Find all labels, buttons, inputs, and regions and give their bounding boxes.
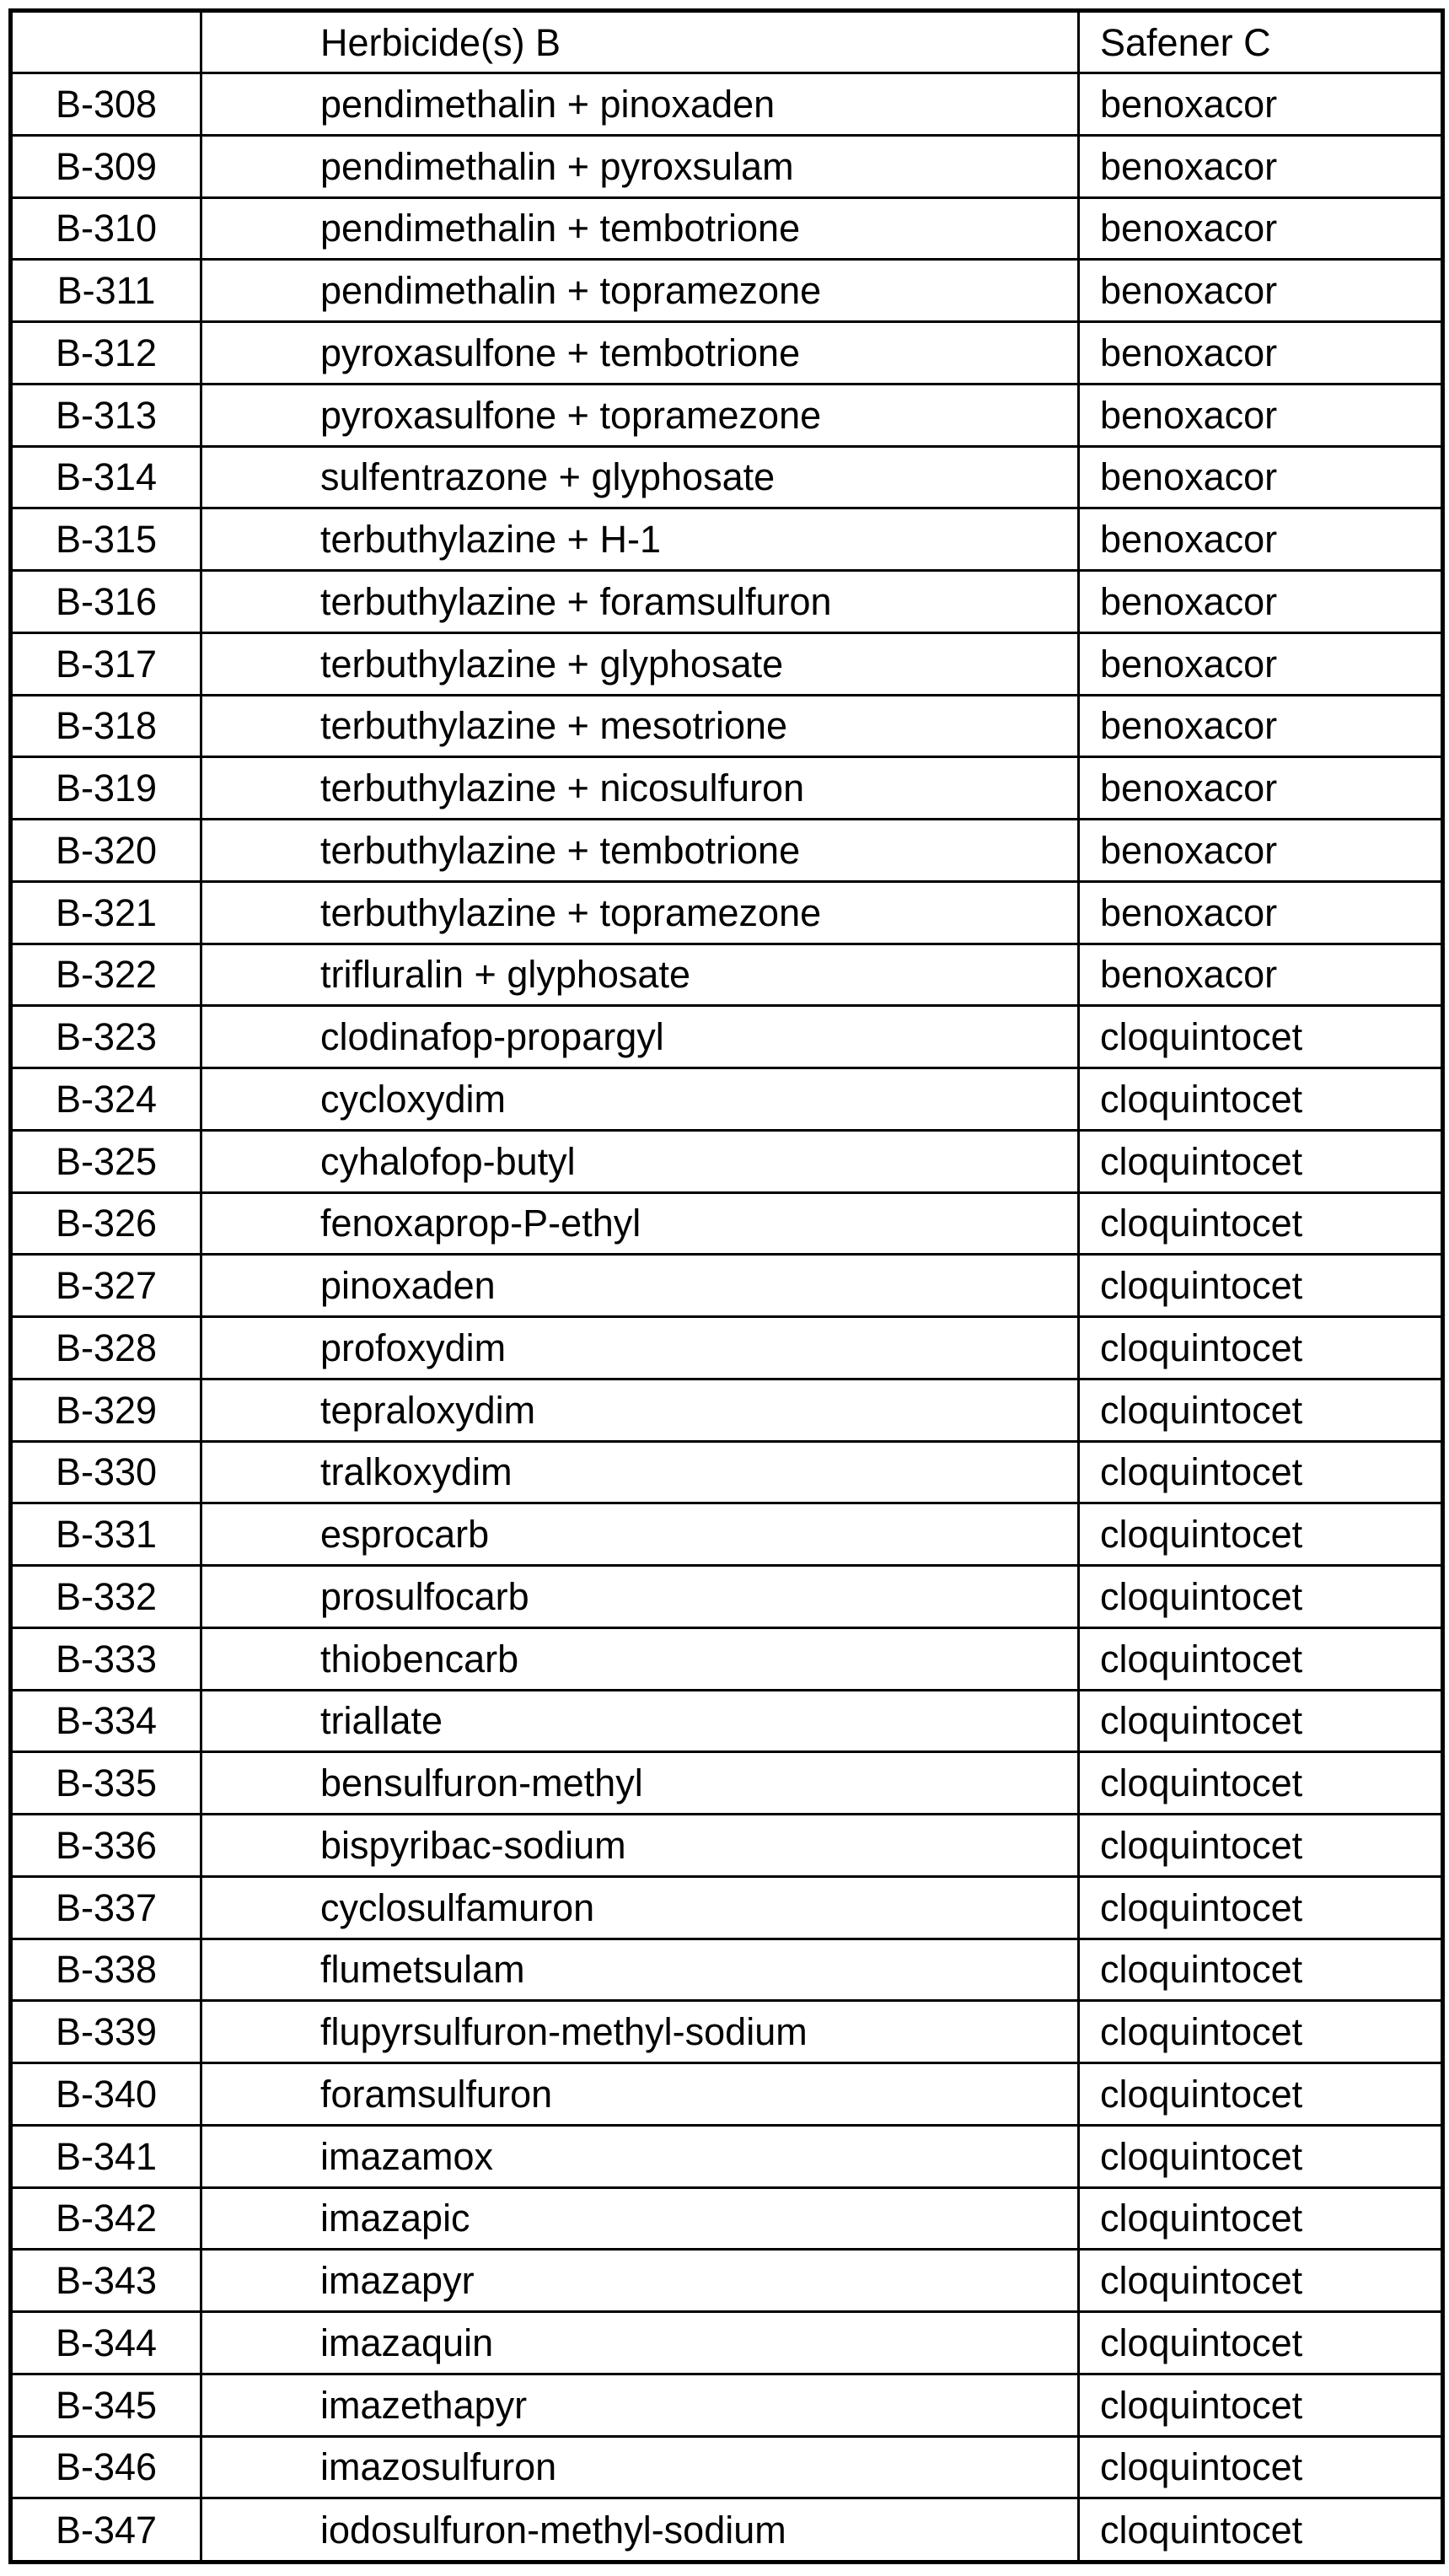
header-safener-cell: Safener C	[1079, 11, 1443, 73]
table-row	[11, 1939, 1443, 2001]
row-id-cell: B-339	[11, 2001, 201, 2063]
row-id-cell: B-341	[11, 2125, 201, 2187]
herbicide-cell: cyhalofop-butyl	[201, 1130, 1079, 1192]
table-row	[11, 2250, 1443, 2312]
herbicide-cell: imazosulfuron	[201, 2436, 1079, 2498]
row-id-cell: B-323	[11, 1006, 201, 1068]
herbicide-cell: terbuthylazine + mesotrione	[201, 695, 1079, 757]
row-id-cell: B-329	[11, 1379, 201, 1441]
row-id-cell: B-337	[11, 1876, 201, 1939]
safener-cell: benoxacor	[1079, 322, 1443, 385]
table-row	[11, 1068, 1443, 1131]
table-row	[11, 2498, 1443, 2563]
safener-cell: benoxacor	[1079, 881, 1443, 944]
safener-cell: cloquintocet	[1079, 1130, 1443, 1192]
table-row	[11, 2312, 1443, 2374]
safener-cell: cloquintocet	[1079, 1503, 1443, 1566]
table-row	[11, 1690, 1443, 1752]
table-row	[11, 1006, 1443, 1068]
safener-cell: cloquintocet	[1079, 2063, 1443, 2126]
row-id-cell: B-336	[11, 1815, 201, 1877]
table-row	[11, 1815, 1443, 1877]
table-row	[11, 1627, 1443, 1690]
herbicide-cell: terbuthylazine + tembotrione	[201, 820, 1079, 882]
row-id-cell: B-312	[11, 322, 201, 385]
safener-cell: cloquintocet	[1079, 1379, 1443, 1441]
row-id-cell: B-322	[11, 944, 201, 1006]
safener-cell: cloquintocet	[1079, 1876, 1443, 1939]
table-row	[11, 2001, 1443, 2063]
table-row	[11, 260, 1443, 322]
row-id-cell: B-310	[11, 197, 201, 260]
table-row	[11, 1379, 1443, 1441]
herbicide-cell: flupyrsulfuron-methyl-sodium	[201, 2001, 1079, 2063]
row-id-cell: B-314	[11, 446, 201, 508]
herbicide-cell: prosulfocarb	[201, 1566, 1079, 1628]
table-row	[11, 1752, 1443, 1815]
safener-cell: cloquintocet	[1079, 2436, 1443, 2498]
table-row	[11, 820, 1443, 882]
safener-cell: cloquintocet	[1079, 1006, 1443, 1068]
row-id-cell: B-344	[11, 2312, 201, 2374]
herbicide-cell: cycloxydim	[201, 1068, 1079, 1131]
row-id-cell: B-338	[11, 1939, 201, 2001]
safener-cell: cloquintocet	[1079, 2374, 1443, 2436]
herbicide-cell: terbuthylazine + nicosulfuron	[201, 757, 1079, 820]
herbicide-cell: sulfentrazone + glyphosate	[201, 446, 1079, 508]
safener-cell: cloquintocet	[1079, 2001, 1443, 2063]
header-id-cell	[11, 11, 201, 73]
safener-cell: cloquintocet	[1079, 1317, 1443, 1379]
herbicide-cell: terbuthylazine + glyphosate	[201, 632, 1079, 695]
row-id-cell: B-346	[11, 2436, 201, 2498]
herbicide-cell: imazaquin	[201, 2312, 1079, 2374]
row-id-cell: B-328	[11, 1317, 201, 1379]
safener-cell: benoxacor	[1079, 73, 1443, 136]
safener-cell: cloquintocet	[1079, 2498, 1443, 2563]
safener-cell: cloquintocet	[1079, 1255, 1443, 1317]
table-row	[11, 2436, 1443, 2498]
row-id-cell: B-325	[11, 1130, 201, 1192]
herbicide-cell: bispyribac-sodium	[201, 1815, 1079, 1877]
safener-cell: benoxacor	[1079, 820, 1443, 882]
herbicide-cell: pinoxaden	[201, 1255, 1079, 1317]
row-id-cell: B-347	[11, 2498, 201, 2563]
safener-cell: cloquintocet	[1079, 1939, 1443, 2001]
safener-cell: cloquintocet	[1079, 1627, 1443, 1690]
safener-cell: cloquintocet	[1079, 1690, 1443, 1752]
herbicide-cell: imazapyr	[201, 2250, 1079, 2312]
table-row	[11, 1192, 1443, 1255]
safener-cell: cloquintocet	[1079, 1068, 1443, 1131]
row-id-cell: B-331	[11, 1503, 201, 1566]
row-id-cell: B-313	[11, 384, 201, 446]
header-row	[11, 11, 1443, 73]
safener-cell: cloquintocet	[1079, 2250, 1443, 2312]
table-row	[11, 695, 1443, 757]
safener-cell: benoxacor	[1079, 446, 1443, 508]
table-row	[11, 1503, 1443, 1566]
herbicide-cell: imazamox	[201, 2125, 1079, 2187]
herbicide-cell: iodosulfuron-methyl-sodium	[201, 2498, 1079, 2563]
safener-cell: benoxacor	[1079, 944, 1443, 1006]
herbicide-cell: pendimethalin + tembotrione	[201, 197, 1079, 260]
herbicide-cell: pendimethalin + pinoxaden	[201, 73, 1079, 136]
row-id-cell: B-319	[11, 757, 201, 820]
safener-cell: cloquintocet	[1079, 2187, 1443, 2250]
herbicide-cell: thiobencarb	[201, 1627, 1079, 1690]
safener-cell: cloquintocet	[1079, 1752, 1443, 1815]
herbicide-cell: fenoxaprop-P-ethyl	[201, 1192, 1079, 1255]
table-row	[11, 881, 1443, 944]
table-row	[11, 508, 1443, 571]
herbicide-cell: terbuthylazine + H-1	[201, 508, 1079, 571]
row-id-cell: B-317	[11, 632, 201, 695]
table-row	[11, 197, 1443, 260]
herbicide-cell: clodinafop-propargyl	[201, 1006, 1079, 1068]
row-id-cell: B-324	[11, 1068, 201, 1131]
safener-cell: benoxacor	[1079, 695, 1443, 757]
safener-cell: benoxacor	[1079, 260, 1443, 322]
table-row	[11, 1876, 1443, 1939]
safener-cell: cloquintocet	[1079, 1441, 1443, 1503]
row-id-cell: B-318	[11, 695, 201, 757]
header-herbicide-cell: Herbicide(s) B	[201, 11, 1079, 73]
row-id-cell: B-315	[11, 508, 201, 571]
herbicide-cell: triallate	[201, 1690, 1079, 1752]
row-id-cell: B-343	[11, 2250, 201, 2312]
table-row	[11, 322, 1443, 385]
row-id-cell: B-326	[11, 1192, 201, 1255]
herbicide-cell: trifluralin + glyphosate	[201, 944, 1079, 1006]
row-id-cell: B-342	[11, 2187, 201, 2250]
herbicide-cell: tralkoxydim	[201, 1441, 1079, 1503]
table-row	[11, 2125, 1443, 2187]
herbicide-cell: imazapic	[201, 2187, 1079, 2250]
safener-cell: benoxacor	[1079, 384, 1443, 446]
row-id-cell: B-309	[11, 135, 201, 197]
row-id-cell: B-345	[11, 2374, 201, 2436]
table-row	[11, 757, 1443, 820]
safener-cell: benoxacor	[1079, 571, 1443, 633]
herbicide-safener-table	[8, 8, 1445, 2564]
herbicide-cell: esprocarb	[201, 1503, 1079, 1566]
row-id-cell: B-330	[11, 1441, 201, 1503]
table-row	[11, 2187, 1443, 2250]
table-row	[11, 1566, 1443, 1628]
row-id-cell: B-308	[11, 73, 201, 136]
safener-cell: cloquintocet	[1079, 1815, 1443, 1877]
herbicide-cell: imazethapyr	[201, 2374, 1079, 2436]
herbicide-cell: pyroxasulfone + tembotrione	[201, 322, 1079, 385]
table-row	[11, 446, 1443, 508]
row-id-cell: B-332	[11, 1566, 201, 1628]
table-row	[11, 1317, 1443, 1379]
herbicide-cell: tepraloxydim	[201, 1379, 1079, 1441]
safener-cell: benoxacor	[1079, 135, 1443, 197]
table-row	[11, 1441, 1443, 1503]
safener-cell: benoxacor	[1079, 757, 1443, 820]
herbicide-cell: cyclosulfamuron	[201, 1876, 1079, 1939]
row-id-cell: B-327	[11, 1255, 201, 1317]
table-row	[11, 1130, 1443, 1192]
herbicide-cell: terbuthylazine + topramezone	[201, 881, 1079, 944]
row-id-cell: B-334	[11, 1690, 201, 1752]
herbicide-cell: terbuthylazine + foramsulfuron	[201, 571, 1079, 633]
table-row	[11, 944, 1443, 1006]
row-id-cell: B-311	[11, 260, 201, 322]
safener-cell: cloquintocet	[1079, 1566, 1443, 1628]
row-id-cell: B-335	[11, 1752, 201, 1815]
safener-cell: benoxacor	[1079, 632, 1443, 695]
table-row	[11, 632, 1443, 695]
herbicide-cell: bensulfuron-methyl	[201, 1752, 1079, 1815]
table-row	[11, 2374, 1443, 2436]
herbicide-cell: foramsulfuron	[201, 2063, 1079, 2126]
row-id-cell: B-320	[11, 820, 201, 882]
safener-cell: benoxacor	[1079, 508, 1443, 571]
safener-cell: benoxacor	[1079, 197, 1443, 260]
table-row	[11, 73, 1443, 136]
row-id-cell: B-316	[11, 571, 201, 633]
safener-cell: cloquintocet	[1079, 2125, 1443, 2187]
herbicide-cell: profoxydim	[201, 1317, 1079, 1379]
row-id-cell: B-321	[11, 881, 201, 944]
table-row	[11, 571, 1443, 633]
table-row	[11, 135, 1443, 197]
table-row	[11, 1255, 1443, 1317]
herbicide-cell: flumetsulam	[201, 1939, 1079, 2001]
row-id-cell: B-333	[11, 1627, 201, 1690]
herbicide-cell: pendimethalin + pyroxsulam	[201, 135, 1079, 197]
safener-cell: cloquintocet	[1079, 1192, 1443, 1255]
safener-cell: cloquintocet	[1079, 2312, 1443, 2374]
row-id-cell: B-340	[11, 2063, 201, 2126]
table-row	[11, 2063, 1443, 2126]
herbicide-cell: pyroxasulfone + topramezone	[201, 384, 1079, 446]
herbicide-cell: pendimethalin + topramezone	[201, 260, 1079, 322]
table-row	[11, 384, 1443, 446]
